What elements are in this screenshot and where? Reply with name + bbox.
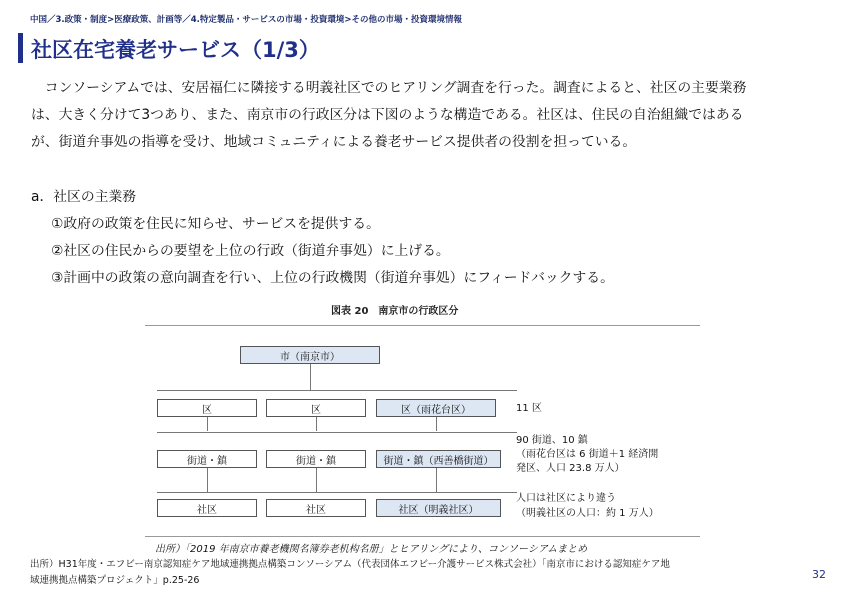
connector-line: [157, 390, 517, 391]
title-accent-bar: [18, 33, 23, 63]
source-line: 域連携拠点構築プロジェクト」p.25-26: [30, 575, 200, 586]
connector-line: [436, 417, 437, 431]
street-box: 街道・鎮: [157, 450, 257, 468]
connector-line: [207, 417, 208, 431]
connector-line: [316, 468, 317, 492]
connector-line: [157, 492, 517, 493]
street-note-line: （雨花台区は 6 街道＋1 経済開: [516, 449, 659, 460]
street-note-line: 発区、人口 23.8 万人）: [516, 463, 625, 474]
figure-title: 図表 20 南京市の行政区分: [331, 306, 459, 317]
district-box-yuhuatai: 区（雨花台区）: [376, 399, 496, 417]
source-line: 出所）H31年度・エフビー南京認知症ケア地域連携拠点構築コンソーシアム（代表団体エフビー介護サービス株式会社）「南京市における認知症ケア地: [30, 559, 670, 570]
community-note-line: 人口は社区により違う: [516, 493, 616, 504]
street-box-xishanqiao: 街道・鎮（西善橋街道）: [376, 450, 501, 468]
source-note: [30, 557, 790, 589]
community-box-mingyi: 社区（明義社区）: [376, 499, 501, 517]
section-heading: a．社区の主業務: [31, 189, 137, 205]
district-note: 11 区: [516, 403, 542, 414]
connector-line: [310, 364, 311, 391]
community-note-line: （明義社区の人口：約 1 万人）: [516, 508, 659, 519]
connector-line: [316, 417, 317, 431]
street-note-line: 90 街道、10 鎮: [516, 435, 588, 446]
district-box: 区: [157, 399, 257, 417]
duty-item: ③計画中の政策の意向調査を行い、上位の行政機関（街道弁事処）にフィードバックする。: [51, 270, 614, 286]
figure-caption: 出所）「2019 年南京市養老機関名簿券老机构名册」とヒアリングにより、コンソーシアムまとめ: [155, 544, 588, 555]
connector-line: [436, 468, 437, 492]
connector-line: [157, 432, 517, 433]
district-box: 区: [266, 399, 366, 417]
intro-paragraph: [31, 75, 831, 156]
page-number: 32: [812, 568, 826, 581]
connector-line: [207, 468, 208, 492]
page-title: 社区在宅養老サービス（1/3）: [31, 38, 320, 62]
duty-item: ①政府の政策を住民に知らせ、サービスを提供する。: [51, 216, 380, 232]
street-box: 街道・鎮: [266, 450, 366, 468]
admin-division-diagram: [145, 325, 700, 537]
duty-item: ②社区の住民からの要望を上位の行政（街道弁事処）に上げる。: [51, 243, 450, 259]
community-box: 社区: [266, 499, 366, 517]
intro-line: が、街道弁事処の指導を受け、地域コミュニティによる養老サービス提供者の役割を担っている。: [31, 134, 637, 150]
breadcrumb: 中国／3.政策・制度>医療政策、計画等／4.特定製品・サービスの市場・投資環境>その他の市場・投資環境情報: [30, 15, 463, 25]
intro-line: は、大きく分けて3つあり、また、南京市の行政区分は下図のような構造である。社区は、住民の自治組織ではある: [31, 107, 744, 123]
city-box: 市（南京市）: [240, 346, 380, 364]
intro-line: コンソーシアムでは、安居福仁に隣接する明義社区でのヒアリング調査を行った。調査によると、社区の主要業務: [31, 80, 747, 96]
community-box: 社区: [157, 499, 257, 517]
